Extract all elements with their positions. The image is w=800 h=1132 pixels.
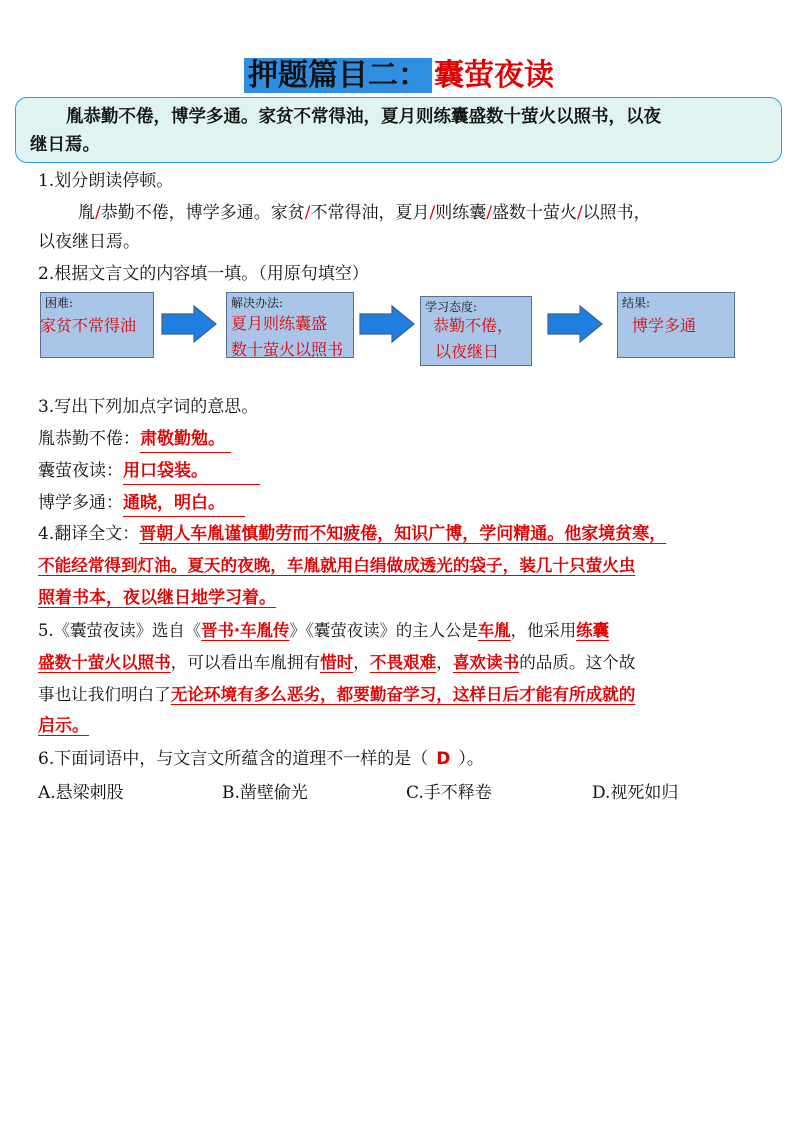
q3-answer: 肃敬勤勉。	[140, 426, 231, 453]
flow-label: 学习态度:	[425, 300, 478, 314]
flow-box-solution	[226, 292, 354, 358]
q4-line1: 4.翻译全文：晋朝人车胤谨慎勤劳而不知疲倦，知识广博，学问精通。他家境贫寒，	[38, 524, 667, 544]
flow-answer: 以夜继日	[435, 342, 500, 361]
q4-answer: 晋朝人车胤谨慎勤劳而不知疲倦，知识广博，学问精通。他家境贫寒，	[139, 524, 667, 544]
q3-answer: 通晓，明白。	[123, 490, 245, 517]
q3-item: 博学多通：通晓，明白。	[38, 490, 245, 517]
q5-answer: 喜欢读书	[452, 653, 520, 672]
passage-line2: 继日焉。	[30, 135, 100, 155]
q3-answer: 用口袋装。	[123, 458, 260, 485]
q6-option: B.凿壁偷光	[222, 783, 308, 803]
q6-option: C.手不释卷	[406, 783, 492, 803]
flow-answer: 夏月则练囊盛	[231, 314, 328, 333]
passage-box	[15, 97, 782, 163]
q5-answer: 无论环境有多么恶劣，都要勤奋学习，这样日后才能有所成就的	[170, 685, 636, 704]
q1-segmented-line1: 胤/恭勤不倦，博学多通。家贫/不常得油，夏月/则练囊/盛数十萤火/以照书，	[78, 203, 651, 223]
q3-item: 胤恭勤不倦：肃敬勤勉。	[38, 426, 231, 453]
q5-answer: 晋书·车胤传	[201, 621, 290, 640]
q5-answer: 练囊	[576, 621, 609, 640]
q5-answer-line4: 启示。	[38, 716, 89, 736]
q5-line3: 事也让我们明白了无论环境有多么恶劣，都要勤奋学习，这样日后才能有所成就的	[38, 685, 636, 704]
flow-answer: 家贫不常得油	[40, 316, 137, 335]
flow-arrow-icon	[160, 304, 218, 344]
title-part2: 囊萤夜读	[434, 58, 554, 93]
title-part1: 押题篇目二：	[244, 58, 432, 93]
q5-line2: 盛数十萤火以照书，可以看出车胤拥有惜时，不畏艰难，喜欢读书的品质。这个故	[38, 653, 636, 672]
flow-label: 困难:	[45, 296, 74, 310]
passage-line1: 胤恭勤不倦，博学多通。家贫不常得油，夏月则练囊盛数十萤火以照书，以夜	[66, 107, 661, 127]
q6-option: A.悬梁刺股	[38, 783, 124, 803]
q1-segmented-line2: 以夜继日焉。	[38, 232, 140, 252]
flow-arrow-icon	[546, 304, 604, 344]
q5-answer: 惜时	[320, 653, 354, 672]
flow-label: 解决办法:	[231, 296, 284, 310]
flow-answer: 数十萤火以照书	[231, 340, 344, 359]
flow-answer: 博学多通	[632, 316, 697, 335]
flow-box-attitude	[420, 296, 532, 366]
q6-answer: D	[436, 749, 451, 769]
q5-answer: 盛数十萤火以照书	[38, 653, 171, 672]
flow-answer: 恭勤不倦，	[433, 316, 514, 335]
flow-box-difficulty	[40, 292, 154, 358]
page-title	[0, 54, 800, 98]
q3-prompt: 3.写出下列加点字词的意思。	[38, 397, 259, 417]
q5-answer: 车胤	[477, 621, 511, 640]
flow-box-result	[617, 292, 735, 358]
q3-item: 囊萤夜读：用口袋装。	[38, 458, 260, 485]
q5-answer: 不畏艰难	[369, 653, 437, 672]
flow-arrow-icon	[358, 304, 416, 344]
q6-prompt: 6.下面词语中，与文言文所蕴含的道理不一样的是（ D ）。	[38, 749, 484, 769]
q2-prompt: 2.根据文言文的内容填一填。（用原句填空）	[38, 264, 369, 284]
q5-line1: 5.《囊萤夜读》选自《晋书·车胤传》《囊萤夜读》的主人公是车胤，他采用练囊	[38, 621, 609, 640]
flow-label: 结果:	[622, 296, 651, 310]
q1-prompt: 1.划分朗读停顿。	[38, 171, 174, 191]
q4-answer-line3: 照着书本，夜以继日地学习着。	[38, 588, 276, 608]
q4-answer-line2: 不能经常得到灯油。夏天的夜晚，车胤就用白绢做成透光的袋子，装几十只萤火虫	[38, 556, 636, 575]
q6-option: D.视死如归	[592, 783, 679, 803]
